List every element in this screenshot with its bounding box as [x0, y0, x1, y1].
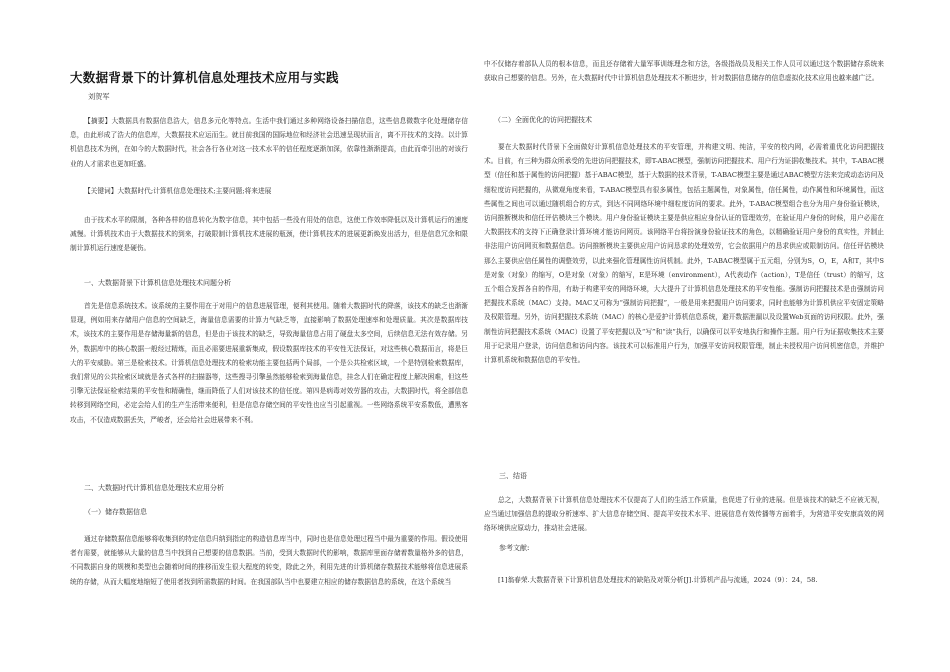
- intro-paragraph: 由于技术水平的限制，各种各样的信息转化为数字信息，其中包括一些没有用处的信息，这使工作效率降低以及计算机运行的速度减慢。计算机技术由于大数据技术的到来，打破限制计算机技术进展的瓶颈，使计算机技术的进展更新焕发出活力，但是信息冗余和限制计算机运行速度是硬伤。: [70, 216, 468, 253]
- keywords-line: 【关键词】大数据时代;计算机信息处理技术;主要问题;将来进展: [84, 187, 272, 195]
- references-heading: 参考文献:: [499, 544, 530, 552]
- section-2-heading: 二、大数据时代计算机信息处理技术应用分析: [84, 484, 224, 492]
- author-name: 刘贺军: [88, 92, 110, 101]
- abstract-paragraph: 【摘要】大数据具有数据信息浩大，信息多元化等特点。生活中我们通过多种网络设备扫描信息，这些信息微数字化处理储存信息，由此形成了浩大的信息库，大数据技术应运而生。就目前我国的国际地位和经济社会迅速呈现状而言，离不开技术的支持。以计算机信息技术为例，在如今的大数据时代，社会各行各业对这一技术水平的信任程度逐渐加深，依靠性渐渐提高，由此而牵引出的对该行业的人才需求也更加旺盛。: [70, 117, 468, 168]
- paper-title: 大数据背景下的计算机信息处理技术应用与实践: [70, 70, 339, 85]
- subsection-2-body: 要在大数据时代背景下全面做好计算机信息处理技术的平安管理，并构建文明、纯洁，平安的校内网，必需着重优化访问把握技术。目前，有三种为群众所承受的先进访问把握技术，即T-ABAC模型，强制访问把握技术、用户行为证据收集技术。其中，T-ABAC模型（信任和基于属性的访问把握）基于ABAC模型，基于大数据的技术背景，T-ABAC模型主要是通过ABAC模型方法来完成动态访问及细粒度访问把握的，从微观角度来看，T-ABAC模型具有很多属性，包括主题属性，对象属性，信任属性，动作属性和环境属性，而这些属性之间也可以通过随机组合的方式，到达不同网络环境中细粒度访问的要求。此外，T-ABAC模型组合也分为用户身份验证模块，访问推断模块和信任评估模块三个模块。用户身份验证模块主要是供应相应身份认证的管理效劳，在验证用户身份的时候，用户必需在大数据技术的支持下正确登录计算环境才能访问网页。该网络平台将扮演身份验证技术的角色，以精确验证用户身份的真实性，并制止非法用户访问网页和数据信息。访问推断模块主要供应用户访问恳求的处理效劳，它会依据用户的恳求供应或限制访问。信任评估模块那么主要供应信任属性的调整效劳，以此来强化管理属性访问机制。此外，T-ABAC模型属于五元组，分别为S，O，E，A和T，其中S是对象（对象）的缩写，O是对象（对象）的缩写，E是环境（environment），A代表动作（action），T是信任（trust）的缩写，这五个组合发挥各自的作用，有助于构建平安的网络环境，大大提升了计算机信息处理技术的平安性能。强制访问把握技术是由强制访问把握技术系统（MAC）支持。MAC又可称为“强制访问把握”，一般是用来把握用户访问要求，同时也能够为计算机供应平安固定策略及权限管理。另外，访问把握技术系统（MAC）的核心是爱护计算机信息系统，避开数据泄漏以及设置Web页面的访问权限。此外，强制性访问把握技术系统（MAC）设置了平安把握以及“写”和“读”执行，以确保可以平安地执行和操作主题。用户行为证据收集技术主要用于记录用户登录，访问信息和访问内容。该技术可以标准用户行为，加强平安访问权限管理，制止未授权用户访问机密信息，并维护计算机系统和数据信息的平安性。: [484, 143, 884, 365]
- subsection-1-heading: （一）储存数据信息: [84, 508, 147, 516]
- subsection-1-continued: 中不仅储存着部队人员的根本信息，而且还存储着大量军事训练理念和方法，各级指战员及相关工作人员可以通过这个数据储存系统来获取自己想要的信息。另外，在大数据时代中计算机信息处理技术不断进步，针对数据信息储存的信息虚拟化技术应用也越来越广泛。: [484, 60, 884, 83]
- reference-item: [1]翁春荣.大数据背景下计算机信息处理技术的缺陷及对策分析[J].计算机产品与流通，2024（9）：24，58.: [498, 576, 818, 584]
- section-1-heading: 一、大数据背景下计算机信息处理技术问题分析: [84, 279, 231, 287]
- subsection-1-body: 通过存储数据信息能够将收集到的特定信息归纳到指定的构造信息库当中，同时也是信息处理过程当中最为重要的作用。假设使用者有需要，就能够从大量的信息当中找到自己想要的信息数据。当前，受到大数据时代的影响，数据库里面存储着数量格外多的信息，不同数据自身的规模和类型也会随着时间的推移而发生很大程度的转变，除此之外，利用先进的计算机储存数据技术能够将信息进展系统的存储，从而大幅度地缩短了使用者找到所需数据的时间。在我国部队当中也要建立相应的储存数据信息的系统，在这个系统当: [70, 535, 468, 586]
- section-1-body: 首先是信息系统技术。该系统的主要作用在于对用户的信息进展管理，便利其使用。随着大数据时代的降落，该技术的缺乏也渐渐显现，例如用来存储用户信息的空间缺乏，海量信息需要的计算力气缺乏等，直接影响了数据处理速率和处理质量。其次是数据库技术，该技术的主要作用是存储海量新的信息，但是由于该技术的缺乏，导致海量信息占用了硬盘太多空间，后续信息无法有效存储。另外，数据库中的核心数据一般经过精炼，而且必需要进展重新集成，假设数据库技术的平安性无法保证，对这些核心数据而言，将是巨大的平安威胁。第三是检索技术。计算机信息处理技术的检索功能主要包括两个局部，一个是公共检索区域，一个是特别检索数据库，我们常见的公共检索区域就是各式各样的扫描器等，这些搜寻引擎虽然能够检索到海量信息，挂念人们在确定程度上解决困难，但这些引擎无法保证检索结果的平安性和精确性，继而降低了人们对该技术的信任度。第四是病毒对效劳器的攻击，大数据时代，将全部信息转移到网络空间，必定会给人们的生产生活带来便利，但是信息存储空间的平安性也应当引起重视。一些网络系统平安系数低，遭黑客攻击，不仅造成数据丢失，严峻者，还会给社会进展带来不利。: [70, 302, 468, 424]
- conclusion-paragraph: 总之，大数据背景下计算机信息处理技术不仅提高了人们的生活工作质量，也促进了行业的进展。但是该技术的缺乏不应被无视，应当通过加强信息的提取分析速率、扩大信息存储空间、提高平安技术水平、进展信息有效传播等方面着手，为营造平安安康高效的网络环境供应原动力，推动社会进展。: [484, 496, 884, 533]
- section-3-heading: 三、结语: [499, 472, 527, 480]
- subsection-2-heading: （二）全面优化的访问把握技术: [494, 116, 592, 124]
